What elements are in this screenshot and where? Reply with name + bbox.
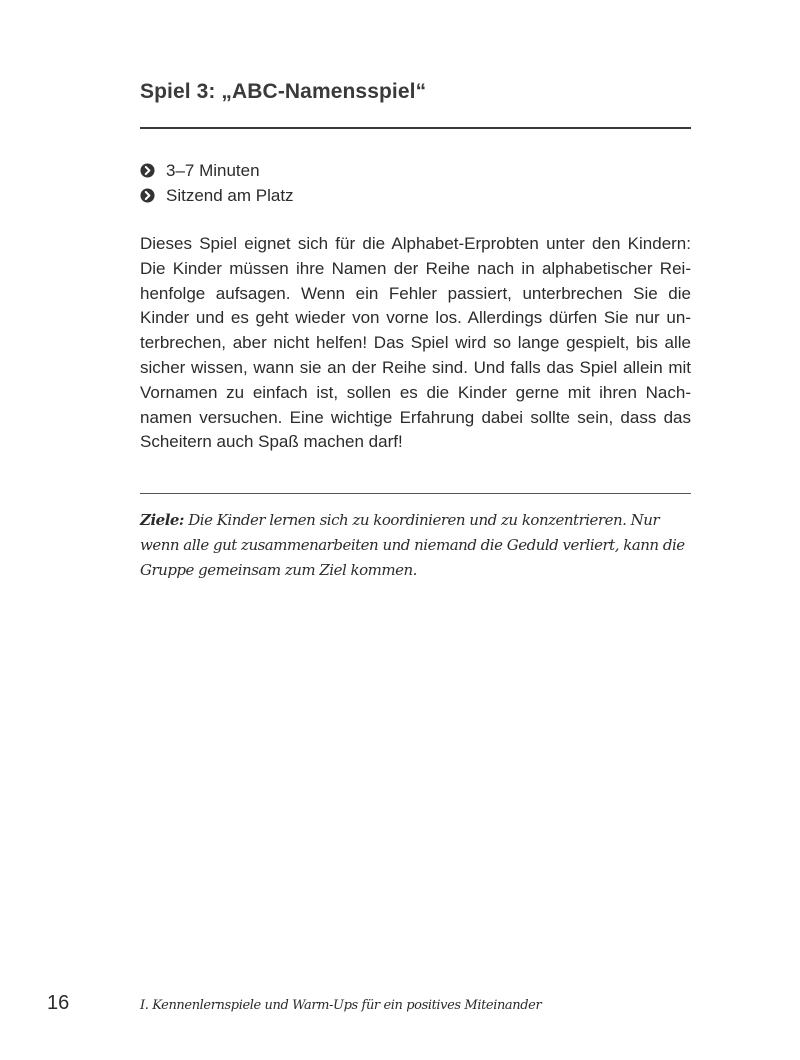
chevron-circle-icon (140, 163, 155, 178)
game-description: Dieses Spiel eignet sich für die Alphabet-Erprobten unter den Kindern: Die Kinder müssen ihre Namen der Reihe nach in alphabetischer Reihenfolge aufsagen. Wenn ein Fehler passiert, unterbrechen Sie die Kinder und es geht wieder von vorne los. Allerdings dürfen Sie nur unterbrechen, aber nicht helfen! Das Spiel wird so lange gespielt, bis alle sicher wissen, wann sie an der Reihe sind. Und falls das Spiel allein mit Vornamen zu einfach ist, sollen es die Kinder gerne mit ihren Nachnamen versuchen. Eine wichtige Erfahrung dabei sollte sein, dass das Scheitern auch Spaß machen darf! (140, 234, 691, 452)
goals-label: Ziele: (140, 511, 184, 529)
meta-setting-text: Sitzend am Platz (166, 185, 294, 205)
meta-duration-text: 3–7 Minuten (166, 160, 260, 180)
goals-paragraph (140, 508, 691, 583)
meta-duration (140, 158, 294, 183)
game-meta-list (140, 158, 294, 208)
page-number: 16 (47, 992, 70, 1014)
meta-setting (140, 183, 294, 208)
goals-divider (140, 493, 691, 494)
page-title: Spiel 3: „ABC-Namensspiel“ (140, 80, 427, 103)
title-divider (140, 127, 691, 129)
goals-text: Die Kinder lernen sich zu koordinieren und zu konzentrieren. Nur wenn alle gut zusammenarbeiten und niemand die Geduld verliert, kann die Gruppe gemeinsam zum Ziel kommen. (140, 511, 685, 579)
running-footer: I. Kennenlernspiele und Warm-Ups für ein positives Miteinander (140, 998, 542, 1013)
chevron-circle-icon (140, 188, 155, 203)
